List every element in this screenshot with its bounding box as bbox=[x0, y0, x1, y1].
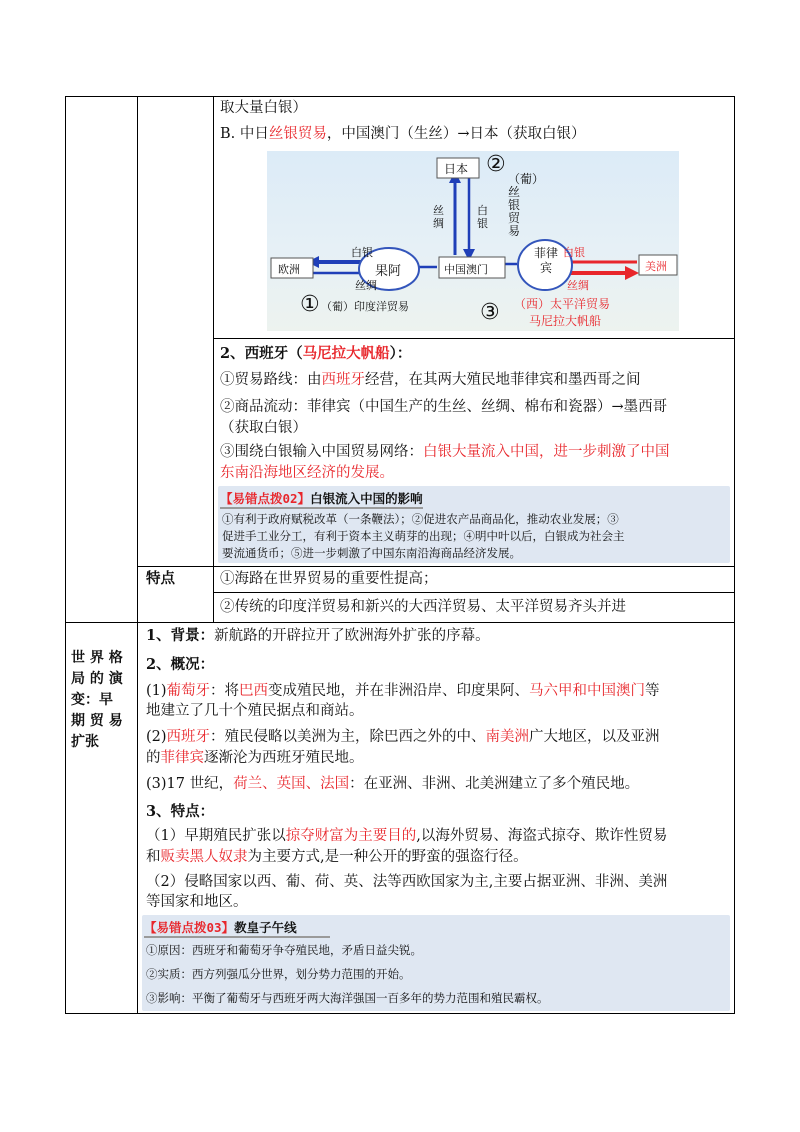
macau-label: 中国澳门 bbox=[444, 264, 488, 276]
row-divider-features-inner bbox=[213, 592, 735, 593]
tip-02-header: 【易错点拨02】白银流入中国的影响 bbox=[220, 489, 423, 507]
tip-box-03 bbox=[142, 915, 730, 1011]
spain-heading: 2、西班牙（马尼拉大帆船）： bbox=[220, 345, 412, 362]
tip-02-line: 促进手工业分工，有利于资本主义萌芽的出现；④明中叶以后，白银成为社会主 bbox=[222, 529, 625, 543]
manila-galleon-label: 马尼拉大帆船 bbox=[529, 314, 602, 328]
route-number-1: ① bbox=[300, 291, 320, 316]
row-divider-spain bbox=[213, 338, 735, 339]
route-number-2: ② bbox=[486, 151, 506, 176]
overview-17th-century: (3)17 世纪，荷兰、英国、法国：在亚洲、非洲、北美洲建立了多个殖民地。 bbox=[146, 776, 640, 792]
goa-label: 果阿 bbox=[375, 263, 402, 278]
america-label: 美洲 bbox=[645, 261, 667, 273]
overview-heading: 2、概况： bbox=[146, 656, 215, 673]
silk-right-arrowhead bbox=[625, 266, 639, 280]
row-divider-colonial bbox=[65, 622, 735, 623]
table-border-col2 bbox=[213, 96, 214, 622]
tip-03-line: ③影响：平衡了葡萄牙与西班牙两大海洋强国一百多年的势力范围和殖民霸权。 bbox=[146, 991, 549, 1005]
europe-label: 欧洲 bbox=[278, 264, 300, 276]
overview-portugal-line1: (1)葡萄牙：将巴西变成殖民地，并在非洲沿岸、印度果阿、马六甲和中国澳门等 bbox=[146, 683, 660, 699]
colonial-feature-2-line2: 等国家和地区。 bbox=[146, 894, 248, 910]
spain-goods-flow-line1: ②商品流动：菲律宾（中国生产的生丝、丝绸、棉布和瓷器）→墨西哥 bbox=[220, 399, 668, 415]
japan-label: 日本 bbox=[444, 162, 469, 176]
text-line-b: B. 中日丝银贸易，中国澳门（生丝）→日本（获取白银） bbox=[220, 126, 586, 142]
colonial-side-label: 世 界 格 局 的 演 变：早 期 贸 易 扩张 bbox=[71, 650, 123, 750]
tip-02-underline bbox=[220, 507, 423, 509]
colonial-feature-2-line1: （2）侵略国家以西、葡、荷、英、法等西欧国家为主,主要占据亚洲、非洲、美洲 bbox=[146, 874, 668, 890]
tip-03-line: ②实质：西方列强瓜分世界，划分势力范围的开始。 bbox=[146, 967, 411, 981]
table-border-left bbox=[65, 96, 66, 1014]
trade-route-diagram bbox=[267, 151, 679, 331]
tip-03-line: ①原因：西班牙和葡萄牙争夺殖民地，矛盾日益尖锐。 bbox=[146, 943, 422, 957]
table-border-top bbox=[65, 96, 735, 97]
spain-goods-flow-line2: （获取白银） bbox=[220, 420, 307, 436]
table-border-bottom bbox=[65, 1013, 735, 1014]
indian-ocean-route-label: （葡）印度洋贸易 bbox=[321, 301, 409, 313]
tip-03-underline bbox=[144, 936, 330, 938]
tip-02-line: ①有利于政府赋税改革（一条鞭法）；②促进农产品商品化，推动农业发展；③ bbox=[222, 512, 619, 526]
silver-right-label: 白银 bbox=[563, 247, 585, 259]
overview-spain-line2: 的菲律宾逐渐沦为西班牙殖民地。 bbox=[146, 750, 364, 766]
table-border-right bbox=[734, 96, 735, 1014]
feature-item: ②传统的印度洋贸易和新兴的大西洋贸易、太平洋贸易齐头并进 bbox=[220, 599, 626, 615]
colonial-feature-1-line2: 和贩卖黑人奴隶为主要方式,是一种公开的野蛮的强盗行径。 bbox=[146, 849, 528, 865]
philippines-label: 菲律宾 bbox=[533, 246, 558, 275]
table-border-col1 bbox=[137, 96, 138, 1014]
background-line: 1、背景：新航路的开辟拉开了欧洲海外扩张的序幕。 bbox=[146, 627, 490, 644]
portugal-silver-route-label: （葡）丝银贸易 bbox=[508, 172, 545, 238]
overview-portugal-line2: 地建立了几十个殖民据点和商站。 bbox=[146, 703, 364, 719]
colonial-feature-1-line1: （1）早期殖民扩张以掠夺财富为主要目的,以海外贸易、海盗式掠夺、欺诈性贸易 bbox=[146, 828, 668, 844]
route-number-3: ③ bbox=[480, 299, 500, 324]
tip-box-02 bbox=[218, 486, 730, 563]
row-divider-features bbox=[137, 566, 735, 567]
silk-vertical-label: 丝绸 bbox=[433, 205, 444, 230]
silk-right-label: 丝绸 bbox=[567, 280, 589, 292]
spain-silver-network-line1: ③围绕白银输入中国贸易网络：白银大量流入中国，进一步刺激了中国 bbox=[220, 444, 670, 460]
silver-vertical-label: 白银 bbox=[477, 205, 488, 230]
silk-left-label: 丝绸 bbox=[355, 280, 377, 292]
spain-trade-route: ①贸易路线：由西班牙经营，在其两大殖民地菲律宾和墨西哥之间 bbox=[220, 372, 641, 388]
pacific-route-label: （西）太平洋贸易 bbox=[514, 297, 611, 311]
features-heading: 3、特点： bbox=[146, 803, 215, 820]
tip-03-header: 【易错点拨03】教皇子午线 bbox=[144, 918, 330, 936]
feature-item: ①海路在世界贸易的重要性提高； bbox=[220, 571, 438, 587]
silver-left-label: 白银 bbox=[351, 247, 373, 259]
overview-spain-line1: (2)西班牙：殖民侵略以美洲为主，除巴西之外的中、南美洲广大地区，以及亚洲 bbox=[146, 729, 660, 745]
text-line: 取大量白银） bbox=[220, 100, 307, 116]
tip-02-line: 要流通货币；⑤进一步刺激了中国东南沿海商品经济发展。 bbox=[222, 546, 521, 560]
spain-silver-network-line2: 东南沿海地区经济的发展。 bbox=[220, 465, 394, 481]
features-label: 特点 bbox=[146, 571, 175, 587]
